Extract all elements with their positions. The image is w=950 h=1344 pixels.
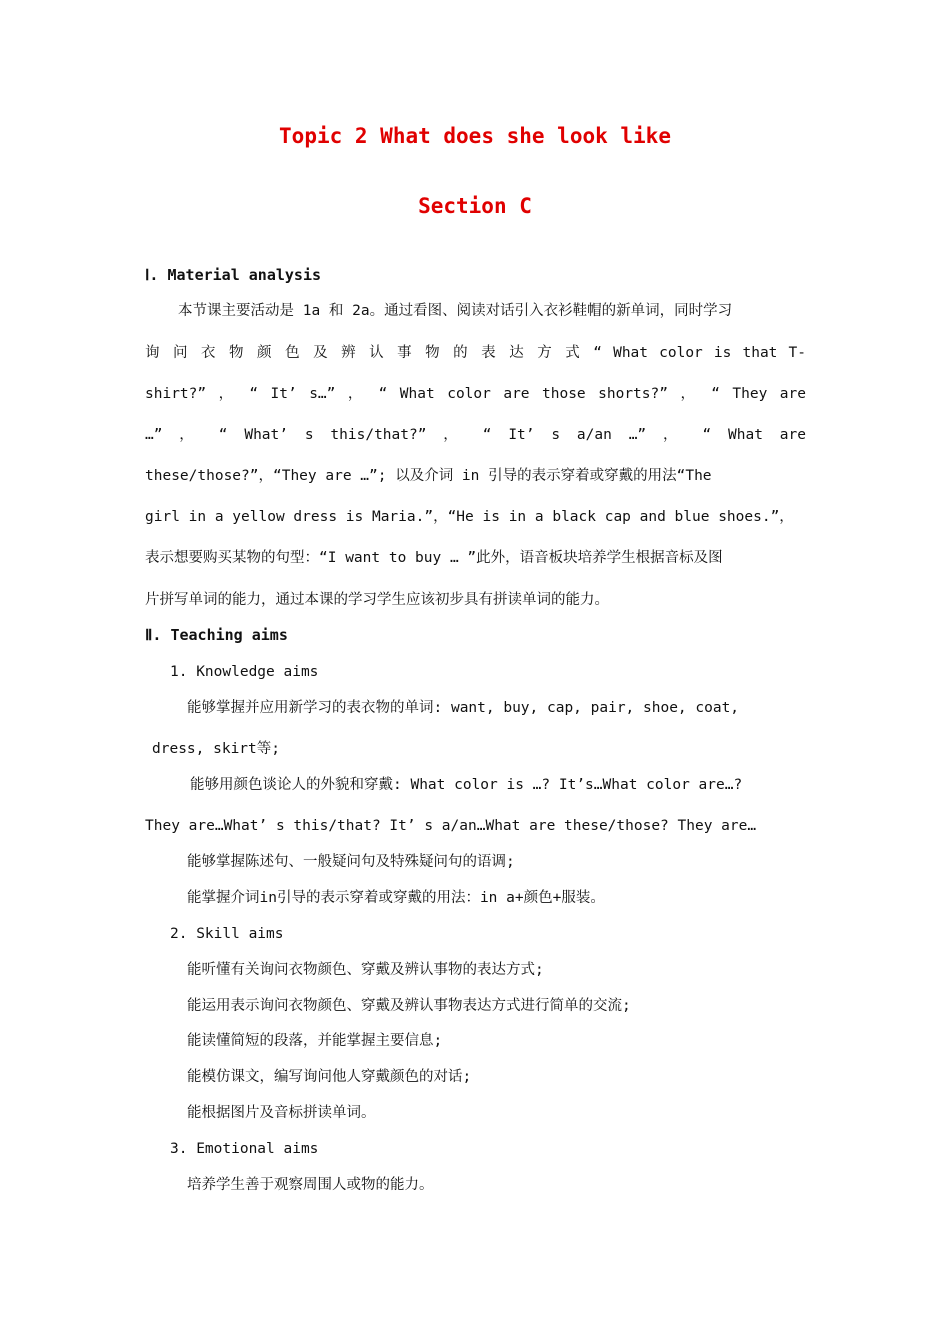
emotional-aims-label: 3. Emotional aims bbox=[170, 1141, 319, 1157]
material-analysis-line-8: 片拼写单词的能力，通过本课的学习学生应该初步具有拼读单词的能力。 bbox=[145, 592, 609, 608]
skill-aim-item: 能听懂有关询问衣物颜色、穿戴及辨认事物的表达方式; bbox=[187, 962, 544, 978]
section-subtitle: Section C bbox=[418, 194, 532, 218]
material-analysis-line-1: 本节课主要活动是 1a 和 2a。通过看图、阅读对话引入衣衫鞋帽的新单词，同时学习 bbox=[178, 303, 733, 319]
material-analysis-line-5: these/those?”，“They are …”; 以及介词 in 引导的表示穿着或穿戴的用法“The bbox=[145, 468, 712, 484]
knowledge-aim-line-2: dress, skirt等; bbox=[152, 741, 280, 757]
skill-aim-item: 能运用表示询问衣物颜色、穿戴及辨认事物表达方式进行简单的交流; bbox=[187, 998, 631, 1014]
material-analysis-line-4: …” ， “ What’ s this/that?” ， “ It’ s a/an …” ， “ What are bbox=[145, 427, 806, 443]
material-analysis-heading: Ⅰ. Material analysis bbox=[145, 266, 322, 284]
skill-aim-item: 能模仿课文，编写询问他人穿戴颜色的对话; bbox=[187, 1069, 472, 1085]
emotional-aim-item: 培养学生善于观察周围人或物的能力。 bbox=[187, 1177, 434, 1193]
knowledge-aim-line-4: They are…What’ s this/that? It’ s a/an…What are these/those? They are… bbox=[145, 818, 757, 834]
knowledge-aim-line-6: 能掌握介词in引导的表示穿着或穿戴的用法：in a+颜色+服装。 bbox=[187, 890, 605, 906]
material-analysis-line-2: 询 问 衣 物 颜 色 及 辨 认 事 物 的 表 达 方 式 “ What color is that T- bbox=[145, 345, 806, 361]
knowledge-aims-label: 1. Knowledge aims bbox=[170, 664, 319, 680]
skill-aim-item: 能读懂简短的段落，并能掌握主要信息; bbox=[187, 1033, 443, 1049]
knowledge-aim-line-3: 能够用颜色谈论人的外貌和穿戴: What color is …? It’s…What color are…? bbox=[190, 777, 743, 793]
document-title: Topic 2 What does she look like bbox=[279, 124, 671, 148]
material-analysis-line-6: girl in a yellow dress is Maria.”，“He is in a black cap and blue shoes.”， bbox=[145, 509, 794, 525]
skill-aims-label: 2. Skill aims bbox=[170, 926, 284, 942]
material-analysis-line-7: 表示想要购买某物的句型：“I want to buy … ”此外，语音板块培养学生根据音标及图 bbox=[145, 550, 723, 566]
skill-aim-item: 能根据图片及音标拼读单词。 bbox=[187, 1105, 376, 1121]
knowledge-aim-line-1: 能够掌握并应用新学习的表衣物的单词: want, buy, cap, pair, shoe, coat, bbox=[187, 700, 740, 716]
knowledge-aim-line-5: 能够掌握陈述句、一般疑问句及特殊疑问句的语调; bbox=[187, 854, 515, 870]
teaching-aims-heading: Ⅱ. Teaching aims bbox=[145, 626, 288, 644]
material-analysis-line-3: shirt?” ， “ It’ s…” ， “ What color are those shorts?” ， “ They are bbox=[145, 386, 806, 402]
